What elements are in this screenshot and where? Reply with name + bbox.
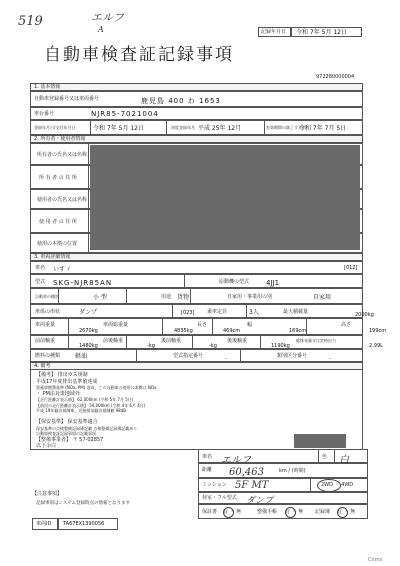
form-manual-label: 記録簿 — [315, 509, 331, 515]
note-line — [36, 415, 216, 419]
doc-code: 972280000004 — [316, 74, 355, 80]
first-year-label: 初度登録年月 — [171, 125, 195, 130]
handwritten-name: エルフ — [91, 11, 124, 24]
first-reg-value: 令和 7年 5月 12日 — [93, 125, 144, 132]
footer-mark: Cnms — [368, 557, 383, 563]
foot-text: 記録事項はシステム登録時点の情報となります — [36, 501, 131, 506]
front-axle-label: 前前軸重 — [35, 338, 56, 344]
first-year-value: 平成 25年 12月 — [198, 125, 242, 132]
dates-row — [30, 120, 363, 135]
length-label: 長さ — [197, 322, 208, 328]
engine-label: 原動機の型式 — [219, 279, 250, 285]
body-row — [30, 304, 374, 318]
redacted-owner-block — [90, 145, 360, 250]
maker-value: いすゞ — [53, 266, 72, 273]
form-name-label: 車名 — [202, 454, 213, 460]
form-name-row — [198, 449, 368, 466]
engine-value: 4JJ1 — [266, 279, 280, 287]
maker-label: 車名 — [35, 265, 46, 271]
fuel-label: 燃料の種類 — [35, 353, 61, 359]
form-drive-value: 2WD ・ 4WD — [321, 482, 354, 488]
note-line: 平成 19年騒音規制車、近接排気騒音規制値 98dB — [36, 408, 127, 413]
chassis-label: 車台番号 — [34, 111, 55, 117]
body-value: ダンプ — [79, 309, 98, 316]
front-axle-value: 1480kg — [79, 343, 98, 349]
displacement-value: 2.99L — [369, 343, 383, 349]
displacement-label: 総排気量又は定格出力 — [296, 338, 336, 343]
weight-label: 車両重量 — [35, 322, 56, 328]
form-cert-value: 有 ・ 無 — [223, 509, 242, 515]
front-rear-value: -kg — [147, 343, 155, 349]
class-row — [30, 288, 363, 304]
vehicle-id-value: TA67EX1390056 — [63, 521, 105, 527]
body-code: [023] — [181, 310, 195, 316]
maker-row — [30, 261, 363, 274]
rear-front-label: 後前軸重 — [161, 338, 182, 344]
form-mileage-value: 60,463 — [229, 467, 264, 478]
capacity-label: 乗車定員 — [207, 309, 228, 315]
note-line: 【整備事業者】 〒 57-02857 — [36, 436, 104, 443]
note-line: 平成17年度排出基準値達成 — [36, 378, 98, 385]
form-mileage-row — [198, 463, 368, 478]
purpose-value: 自家用 — [313, 294, 332, 301]
form-body-type-label: 荷室・フル型式 — [202, 495, 237, 501]
form-color-value: 白 — [339, 455, 349, 466]
record-date-value-cell — [291, 27, 362, 37]
width-value: 169cm — [289, 328, 307, 334]
rear-front-value: -kg — [209, 343, 217, 349]
note-line: 【走行距離計表示値】 62,000km (令和 5年 7月 5日) — [36, 397, 134, 402]
model-row — [30, 274, 363, 288]
weight-row — [30, 318, 387, 335]
form-name-value: エルフ — [221, 455, 251, 466]
reg-value: 鹿児島 400 わ 1653 — [141, 97, 221, 105]
use-value: 貨物 — [177, 294, 190, 301]
notes-block — [36, 373, 216, 451]
expiry-value: 令和 7年 7月 5日 — [299, 125, 347, 132]
note-line: 【前回の走行距離計表示値】 59,000km (令和 4年 6月 4日) — [36, 402, 146, 408]
handwritten-number: 519 — [18, 14, 43, 29]
manual-circle-mark — [337, 507, 348, 518]
height-value: 199cm — [369, 328, 387, 334]
section-2-title: 2. 所有者・使用者情報 — [34, 136, 86, 142]
owner-name-label: 所有者の氏名又は名称 — [37, 152, 88, 158]
fuel-value: 軽油 — [75, 353, 88, 360]
model-label: 型式 — [35, 279, 46, 285]
category-value: - — [329, 356, 331, 362]
rear-rear-label: 後後軸重 — [227, 338, 248, 344]
vehicle-id-label-cell — [32, 518, 58, 530]
axle-row — [30, 335, 383, 349]
section-2-header — [30, 135, 363, 143]
handwritten-caret: A — [98, 25, 104, 34]
form-mileage-label: 距離 — [202, 467, 213, 473]
note-line: 自動車検査証記録事項の記載事項 — [36, 431, 96, 436]
base-label: 使用の本拠の位置 — [37, 241, 78, 247]
record-circle-mark — [285, 507, 296, 518]
section-1-header — [30, 83, 363, 91]
section-4-title: 4. 備考 — [34, 363, 51, 369]
form-cert-label: 保証書 — [202, 509, 218, 515]
purpose-label: 自家用・事業用の別 — [227, 294, 273, 300]
height-label: 高さ — [341, 322, 352, 328]
redacted-mark — [294, 434, 346, 448]
body-label: 車体の形状 — [35, 309, 61, 315]
form-record-value: 有 ・ 無 — [285, 509, 304, 515]
section-1-title: 1. 基本情報 — [34, 84, 61, 90]
category-label: 類別区分番号 — [277, 353, 308, 359]
form-record-label: 整備手帳 — [257, 509, 278, 515]
foot-header: 【注意事項】 — [32, 491, 63, 497]
form-trans-value: 5F MT — [235, 480, 269, 491]
note-line: ・ PM法対策地域外 — [36, 390, 80, 397]
use-label: 用途 — [161, 294, 172, 300]
note-line: 以下余白 — [36, 443, 57, 449]
vehicle-id-label: 車両ID — [36, 521, 52, 527]
expiry-label: 有効期間の満了する日 — [266, 125, 306, 130]
page-title: 自動車検査証記録事項 — [44, 45, 234, 65]
form-trans-label: ミッション — [202, 482, 227, 488]
class-value: 小 型 — [93, 294, 107, 301]
chassis-value: NJR85-7021004 — [91, 110, 159, 118]
fuel-row — [30, 349, 363, 362]
section-3-header — [30, 253, 363, 261]
section-4-header — [30, 362, 363, 370]
reg-row — [30, 91, 363, 107]
note-line: 保安基準の点検整備記録簿記載 点検整備記録簿記載あり — [36, 425, 138, 431]
gross-label: 車両総重量 — [103, 322, 129, 328]
form-body-type-row — [198, 492, 368, 504]
class-label: 自動車の種別 — [35, 294, 59, 299]
form-color-label: 色 — [322, 454, 328, 460]
first-reg-label: 登録年月日/交付年月日 — [34, 125, 76, 130]
capacity-value: 3人 — [249, 309, 259, 316]
note-line: 【保安基準】 保安基準適合 — [36, 419, 98, 425]
max-load-label: 最大積載量 — [283, 309, 309, 315]
user-addr-label: 使 用 者 の 住 所 — [39, 219, 77, 225]
width-label: 幅 — [247, 322, 253, 328]
record-date-value: 令和 7年 5月 12日 — [296, 29, 347, 36]
form-manual-value: 有 ・ 無 — [337, 509, 356, 515]
designation-label: 型式指定番号 — [173, 353, 204, 359]
form-body-type-value: ダンプ — [246, 496, 274, 506]
owner-addr-label: 所 有 者 の 住 所 — [39, 175, 77, 181]
note-line: 重量車燃費基準 (NOx, PM) 達成、この自動車の使用の本拠は NOx — [36, 385, 157, 390]
weight-value: 2670kg — [79, 328, 98, 334]
designation-value: - — [225, 356, 227, 362]
record-date-label: 記録年月日 — [261, 29, 287, 35]
form-mileage-unit: km / (時間) — [279, 468, 306, 474]
length-value: 469cm — [223, 328, 241, 334]
vehicle-id-value-cell — [58, 518, 118, 530]
section-3-title: 3. 車両詳細情報 — [34, 254, 71, 260]
form-trans-row — [198, 478, 368, 492]
max-load-value: 2000kg — [355, 312, 374, 318]
model-value: SKG-NJR85AN — [53, 279, 113, 287]
maker-code: [012] — [344, 265, 358, 271]
gross-value: 4835kg — [174, 328, 193, 334]
user-name-label: 使用者の氏名又は名称 — [37, 197, 88, 203]
rear-rear-value: 1190kg — [271, 343, 290, 349]
cert-circle-mark — [223, 507, 234, 518]
front-rear-label: 前後軸重 — [103, 338, 124, 344]
record-date-label-cell — [258, 27, 291, 37]
chassis-row — [30, 107, 363, 120]
reg-label: 自動車登録番号又は車両番号 — [34, 96, 100, 102]
note-line: 【備考】 排出ガス規制 — [36, 372, 88, 378]
drive-circle-mark — [317, 479, 341, 492]
